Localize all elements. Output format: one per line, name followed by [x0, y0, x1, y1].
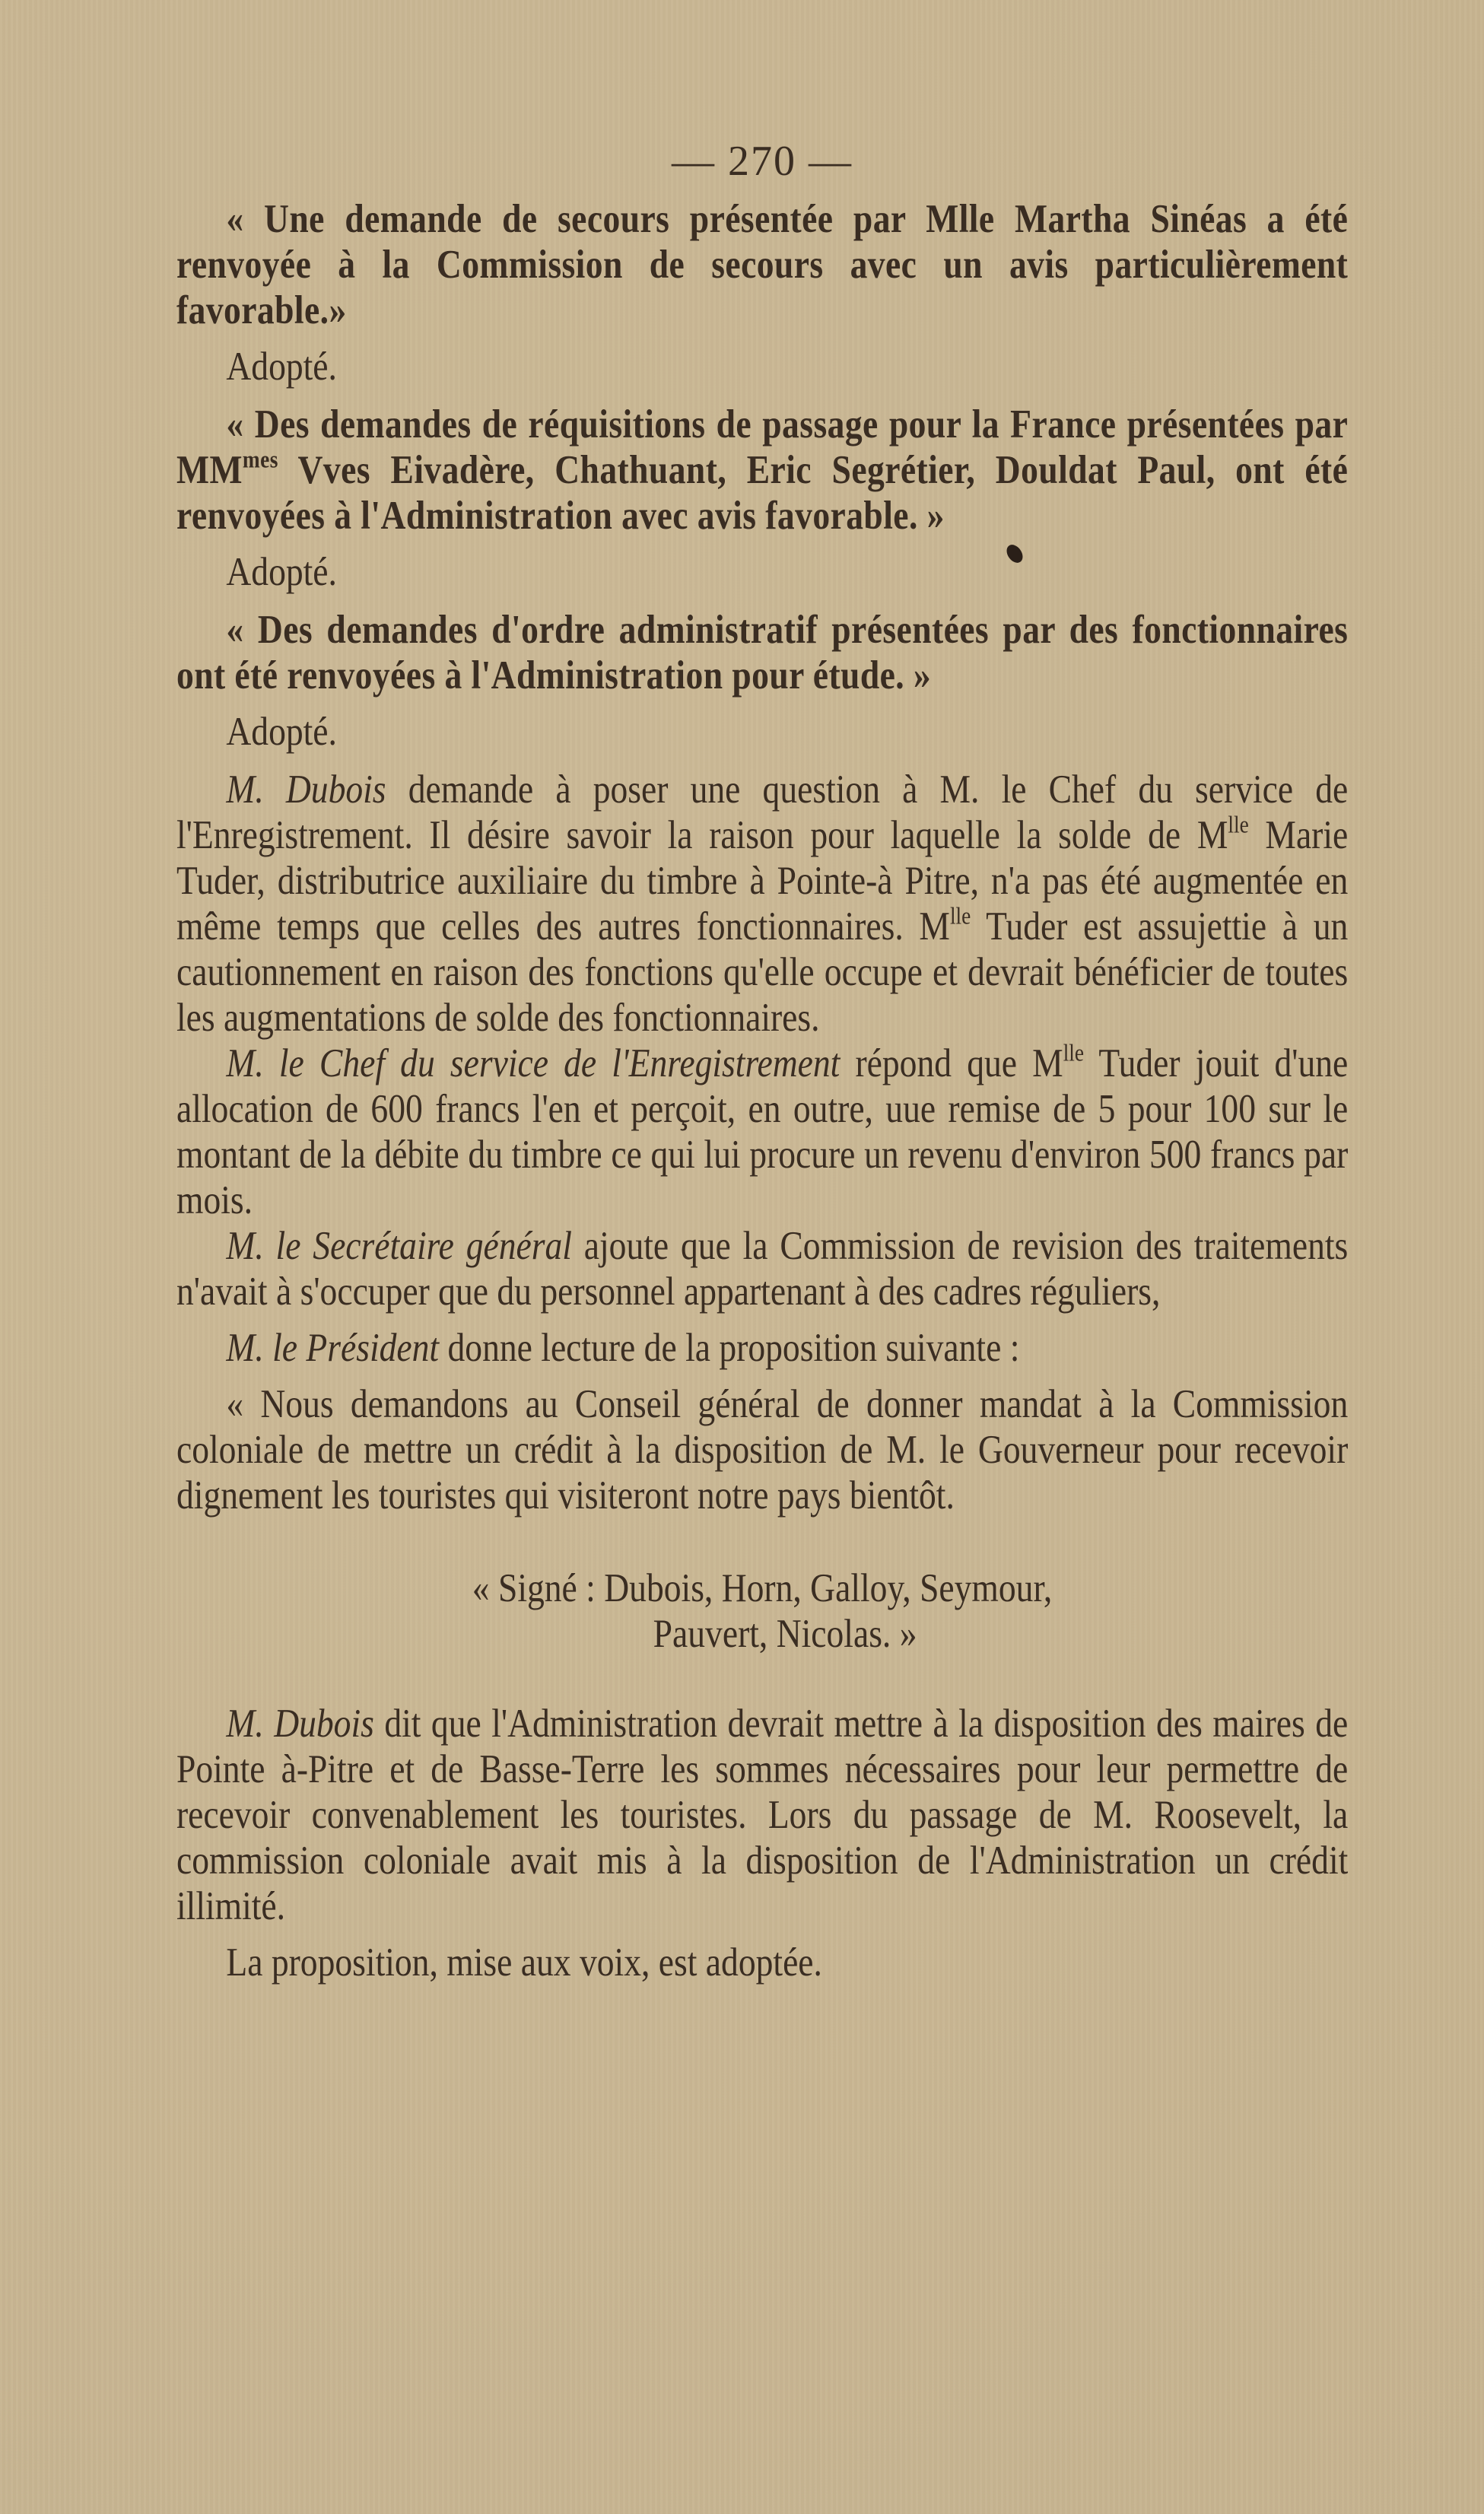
paragraph-proposition: [176, 1381, 1348, 1518]
adopted-line: Adopté.: [226, 550, 337, 594]
paragraph-text: « Des demandes de réquisitions de passage pour la France présentées par MM: [176, 402, 1349, 492]
paragraph-administrative-requests: [176, 607, 1348, 698]
speaker-name: M. le Président: [226, 1326, 440, 1370]
superscript-lle: lle: [1228, 811, 1249, 838]
signature-line-2: Pauvert, Nicolas. »: [653, 1612, 917, 1656]
speaker-name: M. le Chef du service de l'Enregistrement: [226, 1041, 841, 1085]
paragraph-text: ajoute que la Commission de revision des traitements n'avait à s'occuper que du personnel appartenant à des cadres réguliers,: [176, 1224, 1349, 1314]
page-number: — 270 —: [672, 138, 853, 185]
paragraph-text: Tuder jouit d'une allocation de 600 francs l'en et perçoit, en outre, uue remise de 5 pour 100 sur le montant de la débite du timbre ce qui lui procure un revenu d'environ 500 francs par mois.: [176, 1041, 1349, 1222]
document-page: [176, 137, 1348, 1985]
paragraph-text: répond que M: [840, 1041, 1063, 1085]
speaker-name: M. le Secrétaire général: [226, 1224, 572, 1268]
paragraph-text: « Des demandes d'ordre administratif présentées par des fonctionnaires ont été renvoyées à l'Administration pour étude. »: [176, 608, 1349, 698]
signature-block: [259, 1565, 1266, 1657]
paragraph-text: Vves Eivadère, Chathuant, Eric Segrétier, Douldat Paul, ont été renvoyées à l'Administration avec avis favorable. »: [176, 448, 1349, 538]
signature-line-1: « Signé : Dubois, Horn, Galloy, Seymour,: [472, 1566, 1053, 1610]
speaker-name: M. Dubois: [226, 1702, 374, 1746]
paragraph-text: La proposition, mise aux voix, est adoptée.: [226, 1940, 822, 1985]
superscript-mes: mes: [242, 446, 278, 473]
paragraph-text: dit que l'Administration devrait mettre à la disposition des maires de Pointe à-Pitre et de Basse-Terre les sommes nécessaires pour leur permettre de recevoir convenablement les touristes. Lors du passage de M. Roosevelt, la commission coloniale avait mis à la disposition de l'Administration un crédit illimité.: [176, 1702, 1349, 1928]
paragraph-secretaire-general: [176, 1223, 1348, 1314]
paragraph-president: [176, 1325, 1348, 1371]
adopted-line: Adopté.: [226, 345, 337, 389]
paragraph-secours-request: [176, 196, 1348, 333]
paragraph-dubois-question: [176, 767, 1348, 1041]
speaker-name: M. Dubois: [226, 768, 386, 812]
superscript-lle: lle: [949, 902, 971, 930]
paragraph-text: demande à poser une question à M. le Chef du service de l'Enregistrement. Il désire savoir la raison pour laquelle la solde de M: [176, 768, 1349, 857]
paragraph-text: donne lecture de la proposition suivante :: [439, 1326, 1020, 1370]
paragraph-text: « Une demande de secours présentée par Mlle Martha Sinéas a été renvoyée à la Commission de secours avec un avis particulièrement favorable.»: [176, 197, 1349, 332]
paragraph-chef-response: [176, 1041, 1348, 1223]
paragraph-adoption: [176, 1940, 1348, 1985]
paragraph-passage-requisitions: [176, 402, 1348, 539]
paragraph-text: Tuder est assujettie à un cautionnement en raison des fonctions qu'elle occupe et devrait bénéficier de toutes les augmentations de solde des fonctionnaires.: [176, 904, 1349, 1040]
paragraph-text: Marie Tuder, distributrice auxiliaire du timbre à Pointe-à Pitre, n'a pas été augmentée en même temps que celles des autres fonctionnaires. M: [176, 813, 1349, 949]
paragraph-text: « Nous demandons au Conseil général de donner mandat à la Commission coloniale de mettre un crédit à la disposition de M. le Gouverneur pour recevoir dignement les touristes qui visiteront notre pays bientôt.: [176, 1382, 1349, 1518]
adopted-line: Adopté.: [226, 710, 337, 754]
paragraph-dubois-administration: [176, 1701, 1348, 1929]
superscript-lle: lle: [1063, 1039, 1085, 1066]
